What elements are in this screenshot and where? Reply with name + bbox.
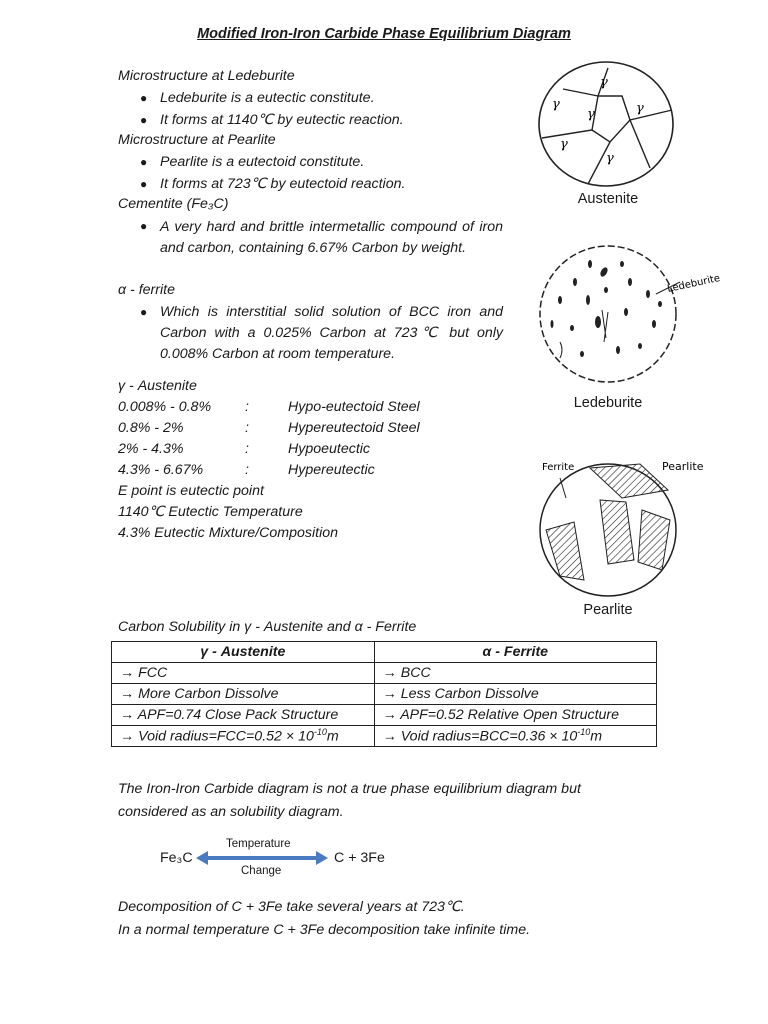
range-separator: :	[245, 441, 249, 457]
range-value: 0.008% - 0.8%	[118, 399, 212, 415]
table-cell	[112, 726, 375, 747]
note-eutectic-temp: 1140℃ Eutectic Temperature	[118, 504, 303, 520]
pearlite-caption: Pearlite	[583, 602, 633, 618]
cementite-description: A very hard and brittle intermetallic compound of iron and carbon, containing 6.67% Carbon by weight.	[160, 219, 503, 256]
cementite-heading: Cementite (Fe₃C)	[118, 196, 229, 212]
ledeburite-bullet-1: Ledeburite is a eutectic constitute.	[160, 90, 375, 106]
gamma-label: γ	[552, 97, 560, 112]
exponent: -10	[313, 727, 327, 738]
bullet-icon: ●	[140, 177, 148, 191]
range-separator: :	[245, 420, 249, 436]
gamma-label: γ	[600, 75, 608, 90]
pearlite-bullet-2: It forms at 723℃ by eutectoid reaction.	[160, 176, 406, 192]
reaction-bottom-label: Change	[241, 865, 282, 877]
bullet-icon: ●	[140, 305, 148, 319]
table-cell: → FCC	[112, 663, 375, 684]
range-value: 4.3% - 6.67%	[118, 462, 204, 478]
decomposition-note-2: In a normal temperature C + 3Fe decomposition take infinite time.	[118, 922, 531, 938]
table-cell: → APF=0.52 Relative Open Structure	[374, 705, 656, 726]
range-name: Hypoeutectic	[288, 441, 371, 457]
table-cell	[374, 726, 656, 747]
double-arrow-icon	[196, 850, 328, 866]
solubility-caption: Carbon Solubility in γ - Austenite and α - Ferrite	[118, 619, 417, 635]
ferrite-description: Which is interstitial solid solution of BCC iron and Carbon with a 0.025% Carbon at 723℃ but only 0.008% Carbon at room temperature.	[160, 304, 503, 362]
gamma-label: γ	[636, 101, 644, 116]
austenite-microstructure-figure	[530, 58, 690, 193]
solubility-diagram-note: The Iron-Iron Carbide diagram is not a true phase equilibrium diagram but considered as an solubility diagram.	[118, 781, 581, 820]
bullet-icon: ●	[140, 91, 148, 105]
note-eutectic-point: E point is eutectic point	[118, 483, 264, 499]
void-radius-bcc: → Void radius=BCC=0.36 × 10	[382, 728, 578, 745]
range-name: Hypereutectoid Steel	[288, 420, 420, 436]
pearlite-heading: Microstructure at Pearlite	[118, 132, 276, 148]
ferrite-heading: α - ferrite	[118, 282, 175, 298]
gamma-label: γ	[560, 137, 568, 152]
bullet-icon: ●	[140, 113, 148, 127]
page-title: Modified Iron-Iron Carbide Phase Equilibrium Diagram	[197, 26, 571, 42]
pearlite-bullet-1: Pearlite is a eutectoid constitute.	[160, 154, 365, 170]
table-row	[112, 705, 657, 726]
ledeburite-caption: Ledeburite	[573, 395, 643, 411]
void-radius-fcc: → Void radius=FCC=0.52 × 10	[120, 728, 314, 745]
range-name: Hypereutectic	[288, 462, 375, 478]
note-eutectic-mixture: 4.3% Eutectic Mixture/Composition	[118, 525, 338, 541]
solubility-table	[111, 641, 657, 747]
unit: m	[590, 728, 603, 745]
ferrite-column-header: α - Ferrite	[374, 642, 656, 663]
austenite-column-header: γ - Austenite	[112, 642, 375, 663]
reaction-left: Fe₃C	[160, 850, 193, 866]
table-cell: → BCC	[374, 663, 656, 684]
table-row	[112, 726, 657, 747]
range-value: 0.8% - 2%	[118, 420, 184, 436]
range-separator: :	[245, 399, 249, 415]
bullet-icon: ●	[140, 219, 148, 233]
ledeburite-label: Ledeburite	[666, 273, 722, 295]
ledeburite-bullet-2: It forms at 1140℃ by eutectic reaction.	[160, 112, 404, 128]
pearlite-microstructure-figure	[530, 450, 720, 600]
range-name: Hypo-eutectoid Steel	[288, 399, 420, 415]
ledeburite-microstructure-figure	[530, 242, 730, 387]
table-cell: → APF=0.74 Close Pack Structure	[112, 705, 375, 726]
exponent: -10	[577, 727, 591, 738]
table-cell: → More Carbon Dissolve	[112, 684, 375, 705]
gamma-label: γ	[606, 151, 614, 166]
reaction-right: C + 3Fe	[334, 850, 385, 866]
ledeburite-heading: Microstructure at Ledeburite	[118, 68, 295, 84]
reaction-top-label: Temperature	[226, 838, 291, 850]
austenite-heading: γ - Austenite	[118, 378, 197, 394]
ferrite-label: Ferrite	[542, 462, 575, 473]
range-separator: :	[245, 462, 249, 478]
range-value: 2% - 4.3%	[118, 441, 184, 457]
austenite-caption: Austenite	[577, 191, 639, 207]
unit: m	[326, 728, 339, 745]
table-header-row	[112, 642, 657, 663]
decomposition-note-1: Decomposition of C + 3Fe take several years at 723℃.	[118, 899, 465, 915]
pearlite-label: Pearlite	[662, 460, 704, 473]
table-row	[112, 684, 657, 705]
bullet-icon: ●	[140, 155, 148, 169]
gamma-label: γ	[587, 107, 595, 122]
table-row	[112, 663, 657, 684]
table-cell: → Less Carbon Dissolve	[374, 684, 656, 705]
